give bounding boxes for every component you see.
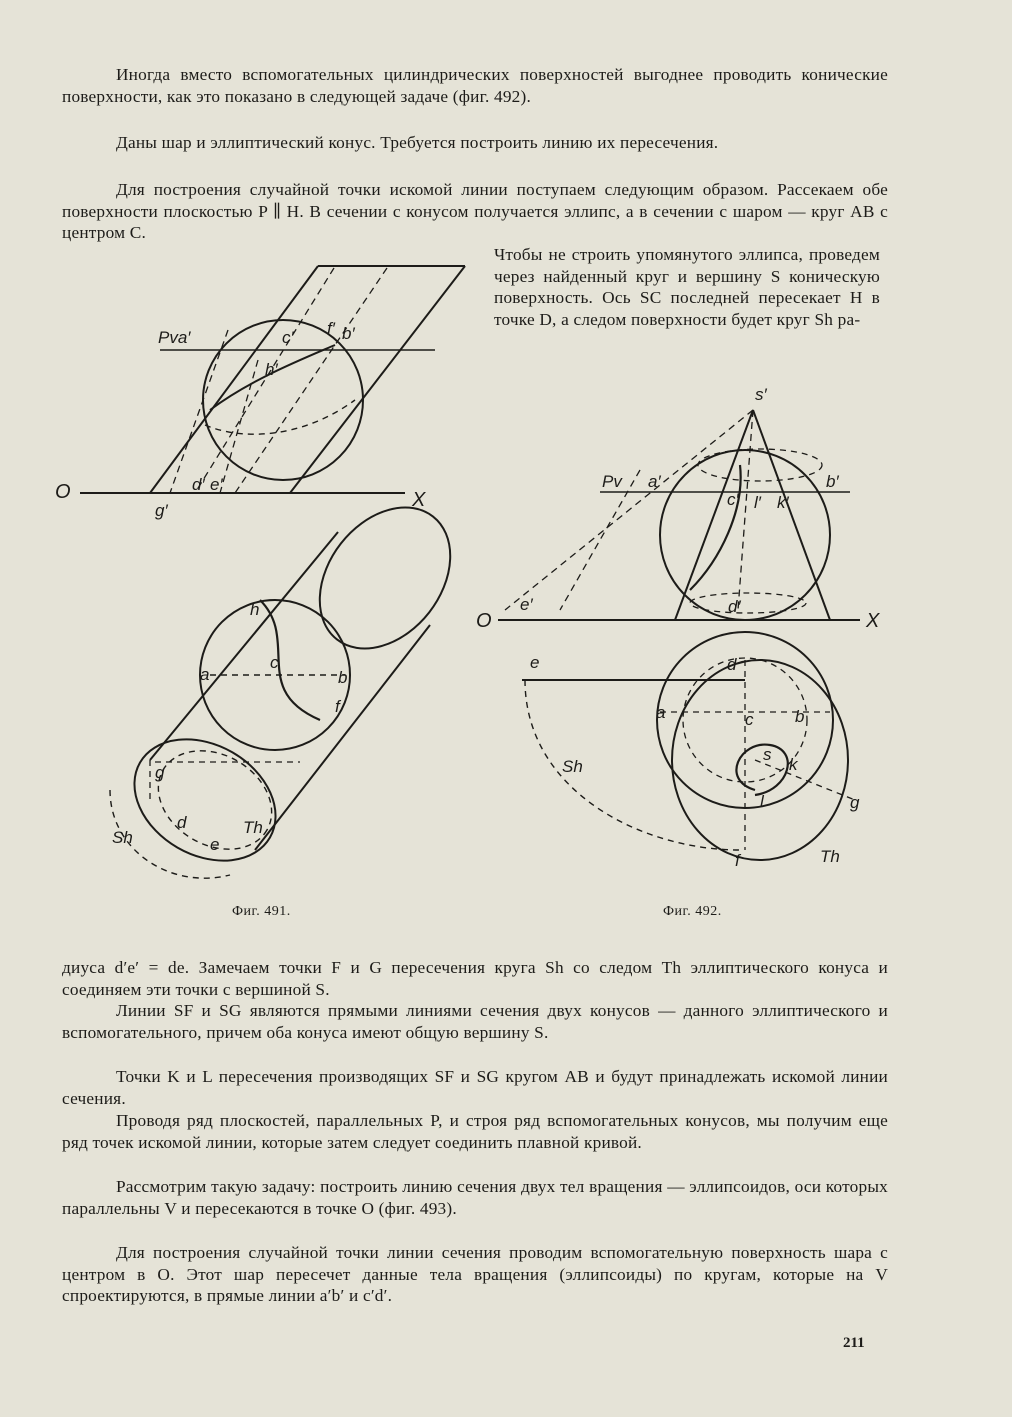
figure-label-b1: b′ bbox=[826, 472, 839, 491]
figure-label-b: b bbox=[338, 668, 348, 687]
figure-label-f: f bbox=[335, 697, 340, 716]
figure-label-l: l bbox=[760, 792, 764, 811]
figure-label-e: e bbox=[210, 835, 220, 854]
figure-label-c: c bbox=[270, 653, 279, 672]
figure-label-g1: g′ bbox=[155, 501, 168, 520]
figure-label-o: O bbox=[55, 481, 71, 503]
figure-label-d1: d′ bbox=[192, 475, 205, 494]
figure-label-s: s bbox=[763, 745, 772, 764]
paragraph-6: Точки K и L пересечения производящих SF и SG кругом AB и будут принадлежать искомой линии сечения. bbox=[62, 1067, 888, 1108]
figure-label-g: g bbox=[850, 793, 860, 812]
figure-label-e1: e′ bbox=[520, 595, 533, 614]
figure-label-d: d bbox=[727, 655, 737, 674]
figure-label-c: c bbox=[745, 710, 754, 729]
paragraph-7: Проводя ряд плоскостей, параллельных P, и строя ряд вспомогательных конусов, мы получим еще ряд точек искомой линии, которые затем следует соединить плавной кривой. bbox=[62, 1111, 888, 1152]
figure-label-o: O bbox=[476, 610, 492, 632]
fig491-diagram bbox=[80, 266, 465, 493]
figure-label-g: g bbox=[155, 763, 165, 782]
figure-label-k1: k′ bbox=[777, 493, 789, 512]
paragraph-3: Для построения случайной точки искомой линии поступаем следующим образом. Рассекаем обе поверхности плоскостью P ∥ H. В сечении с конусом получается эллипс, а в сечении с шаром — круг AB с центром C. bbox=[62, 180, 888, 242]
figure-label-c1: c′ bbox=[727, 490, 739, 509]
figure-label-th: Th bbox=[243, 818, 263, 837]
page-number: 211 bbox=[843, 1335, 865, 1351]
paragraph-3-wrap: Чтобы не строить упомянутого эллипса, проведем через найденный круг и вершину S коническую поверхность. Ось SC последней пересекает H в точке D, а следом поверхности будет круг Sh ра- bbox=[494, 245, 880, 329]
figure-label-a: a bbox=[200, 665, 210, 684]
figure-label-h: h bbox=[250, 600, 260, 619]
paragraph-8: Рассмотрим такую задачу: построить линию сечения двух тел вращения — эллипсоидов, оси которых параллельны V и пересекаются в точке O (фиг. 493). bbox=[62, 1177, 888, 1218]
figure-label-th: Th bbox=[820, 847, 840, 866]
figure-label-sh: Sh bbox=[112, 828, 133, 847]
paragraph-2: Даны шар и эллиптический конус. Требуется построить линию их пересечения. bbox=[116, 133, 719, 152]
figure-label-c1: c′ bbox=[282, 328, 294, 347]
figure-label-d: d bbox=[177, 813, 187, 832]
figure-label-x: X bbox=[866, 610, 880, 632]
fig492-caption: Фиг. 492. bbox=[663, 904, 722, 919]
figure-label-b1: b′ bbox=[342, 324, 355, 343]
figure-label-k: k bbox=[789, 755, 798, 774]
figure-label-a: a bbox=[656, 703, 666, 722]
figure-label-e1: e′ bbox=[210, 475, 223, 494]
fig491-labels bbox=[55, 319, 426, 854]
fig492-plan bbox=[522, 632, 855, 860]
fig491-caption: Фиг. 491. bbox=[232, 904, 291, 919]
figure-label-sh: Sh bbox=[562, 757, 583, 776]
figure-label-f: f bbox=[735, 851, 740, 870]
paragraph-5: Линии SF и SG являются прямыми линиями сечения двух конусов — данного эллиптического и вспомогательного, причем оба конуса имеют общую вершину S. bbox=[62, 1001, 888, 1042]
figure-label-l1: l′ bbox=[754, 493, 761, 512]
figure-label-x: X bbox=[412, 489, 426, 511]
paragraph-1: Иногда вместо вспомогательных цилиндрических поверхностей выгоднее проводить конические поверхности, как это показано в следующей задаче (фиг. 492). bbox=[62, 65, 888, 106]
fig491-plan bbox=[110, 482, 477, 885]
figure-label-b: b bbox=[795, 707, 805, 726]
figure-label-a1: a′ bbox=[648, 472, 661, 491]
fig492-frontal bbox=[498, 410, 860, 620]
figure-label-s1: s′ bbox=[755, 385, 767, 404]
figure-label-h1: h′ bbox=[265, 360, 278, 379]
figure-label-pva: Pva′ bbox=[158, 328, 191, 347]
figure-label-d1: d′ bbox=[728, 597, 741, 616]
paragraph-4: диуса d′e′ = de. Замечаем точки F и G пересечения круга Sh со следом Th эллиптического конуса и соединяем эти точки с вершиной S. bbox=[62, 958, 888, 999]
figure-label-pv: Pv bbox=[602, 472, 622, 491]
figure-label-f1: f′ bbox=[327, 319, 335, 338]
paragraph-9: Для построения случайной точки линии сечения проводим вспомогательную поверхность шара с центром в O. Этот шар пересечет данные тела вращения (эллипсоиды) по кругам, которые на V спроектируются, в прямые линии a′b′ и c′d′. bbox=[62, 1243, 888, 1305]
figure-label-e: e bbox=[530, 653, 540, 672]
